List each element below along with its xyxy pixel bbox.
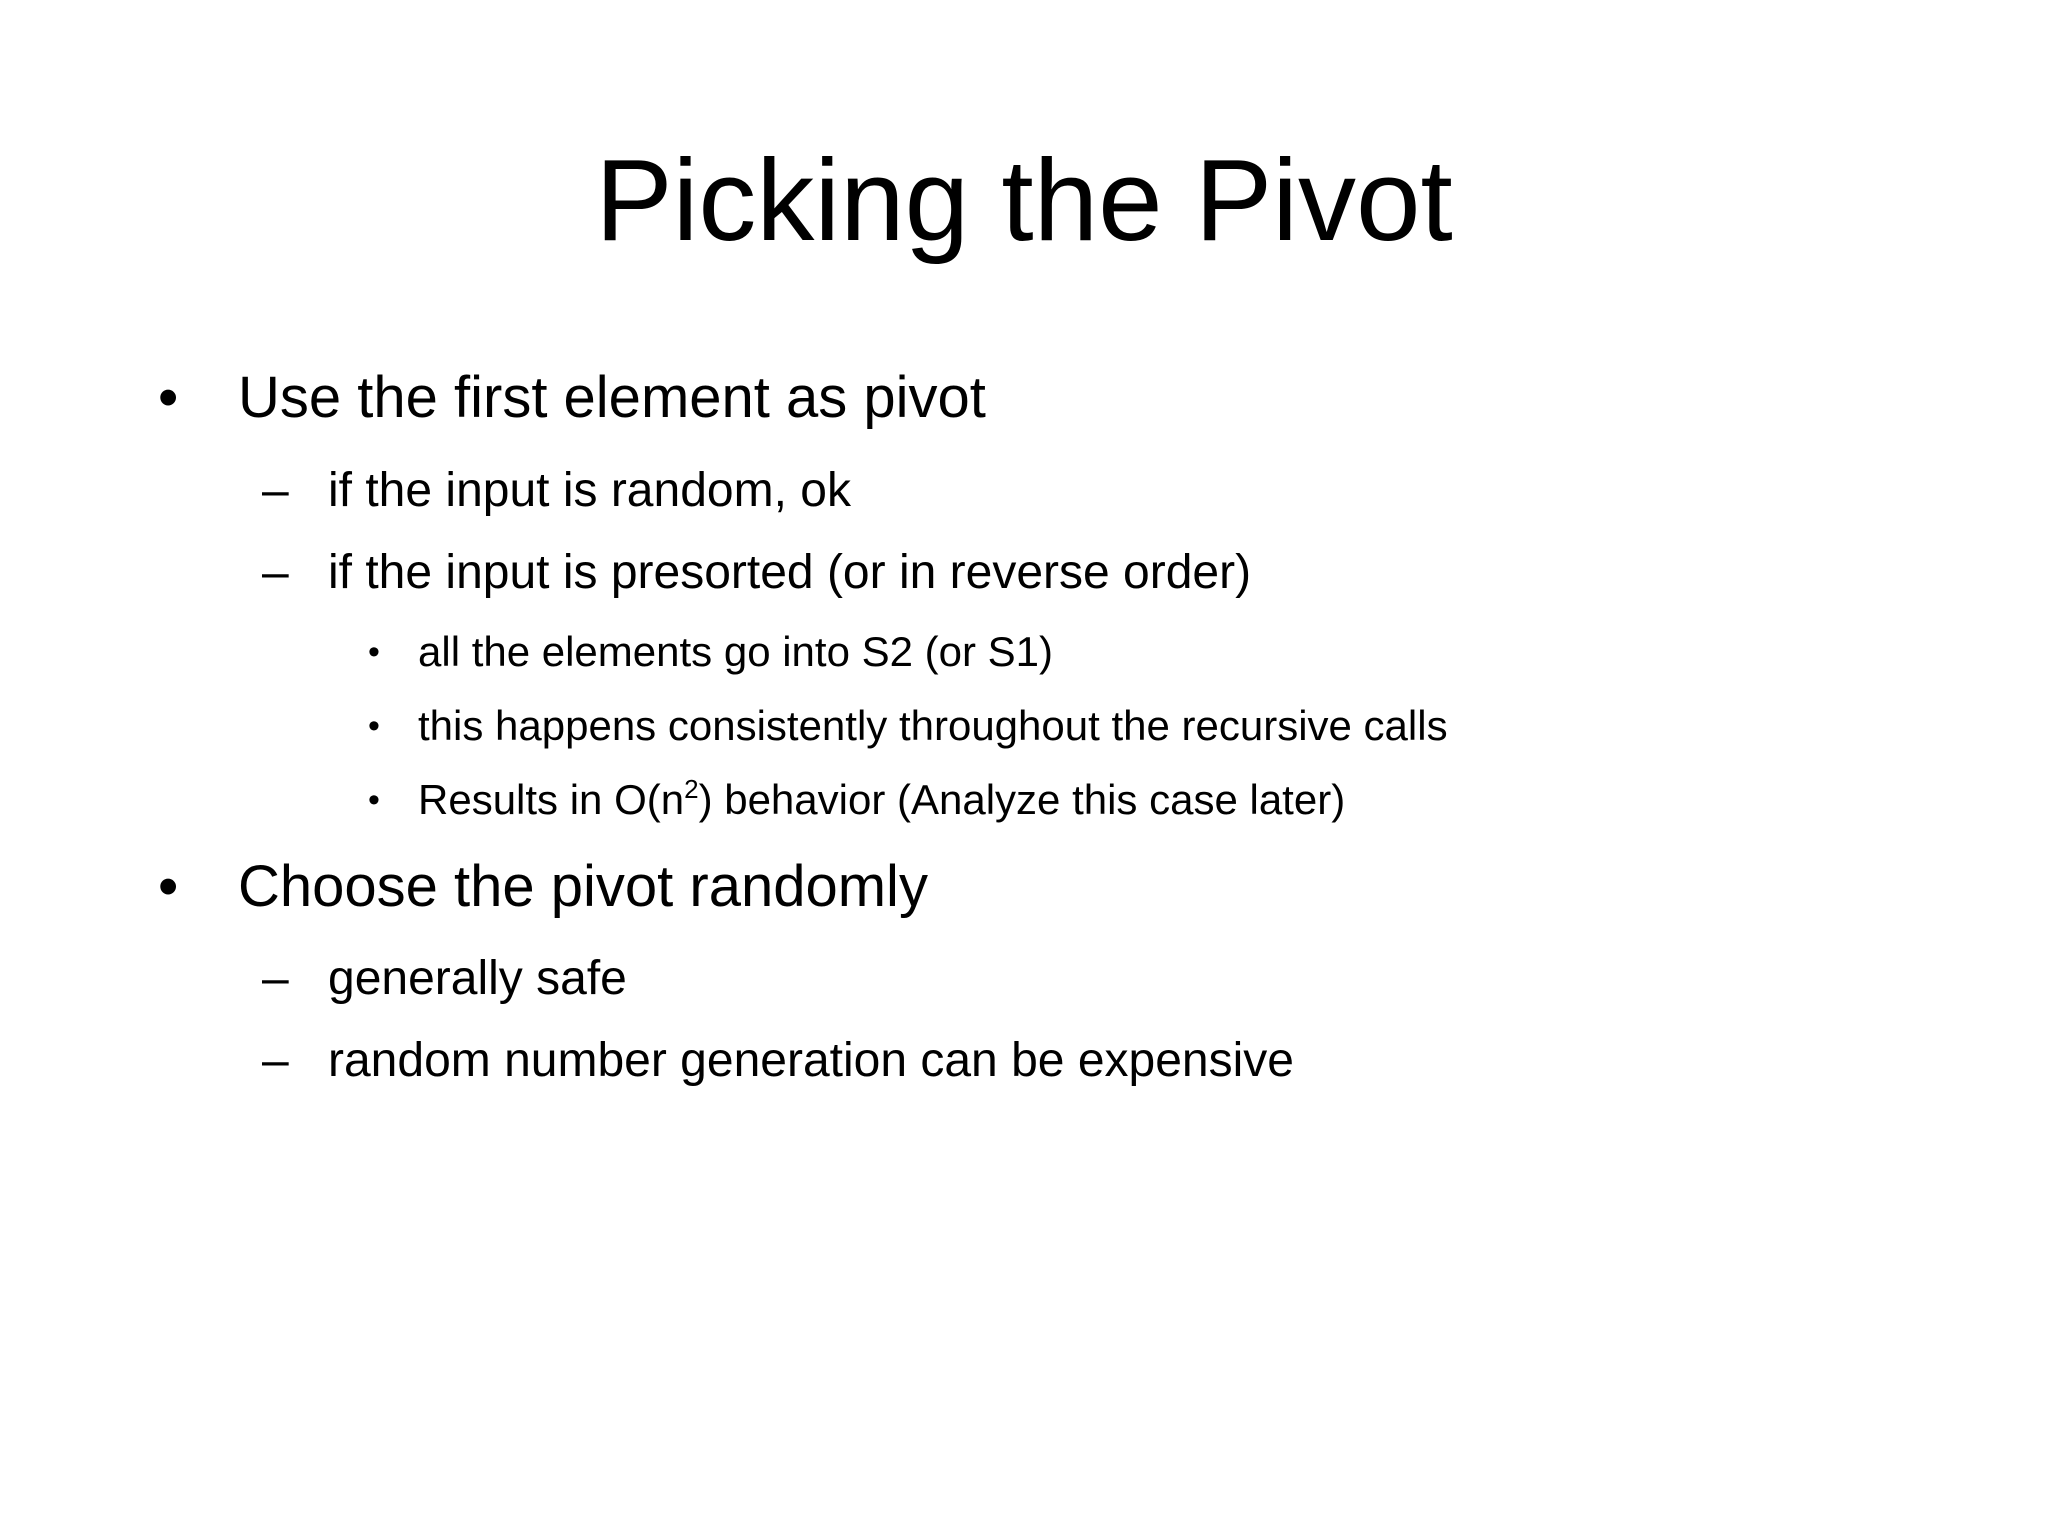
dash-marker: – xyxy=(262,1034,289,1087)
bullet-use-first-element xyxy=(158,363,986,433)
bullet-choose-randomly xyxy=(158,852,928,922)
bullet-text: Choose the pivot randomly xyxy=(238,854,928,919)
dash-marker: – xyxy=(262,952,289,1005)
sub-bullet-expensive xyxy=(262,1031,1294,1091)
sub-bullet-text: if the input is random, ok xyxy=(328,464,851,517)
slide-title: Picking the Pivot xyxy=(595,135,1453,265)
dash-marker: – xyxy=(262,464,289,517)
sub-bullet-text: if the input is presorted (or in reverse order) xyxy=(328,546,1252,599)
third-bullet-text-before: Results in O(n xyxy=(418,776,685,823)
bullet-marker: • xyxy=(158,854,179,919)
bullet-text: Use the first element as pivot xyxy=(238,365,986,430)
bullet-marker: • xyxy=(158,365,179,430)
sub-bullet-text: generally safe xyxy=(328,952,627,1005)
sub-bullet-random-ok xyxy=(262,461,851,521)
third-bullet-text: all the elements go into S2 (or S1) xyxy=(418,628,1054,675)
dash-marker: – xyxy=(262,546,289,599)
bullet-marker: • xyxy=(368,707,380,745)
third-bullet-text: this happens consistently throughout the recursive calls xyxy=(418,702,1448,749)
third-bullet-text-after: ) behavior (Analyze this case later) xyxy=(698,776,1346,823)
third-bullet-quadratic xyxy=(368,774,1346,826)
third-bullet-consistently xyxy=(368,700,1448,752)
sub-bullet-presorted xyxy=(262,543,1252,603)
bullet-marker: • xyxy=(368,633,380,671)
sub-bullet-text: random number generation can be expensive xyxy=(328,1034,1294,1087)
third-bullet-elements-s2 xyxy=(368,626,1054,678)
exponent: 2 xyxy=(684,774,699,804)
bullet-marker: • xyxy=(368,781,380,819)
sub-bullet-generally-safe xyxy=(262,949,627,1009)
